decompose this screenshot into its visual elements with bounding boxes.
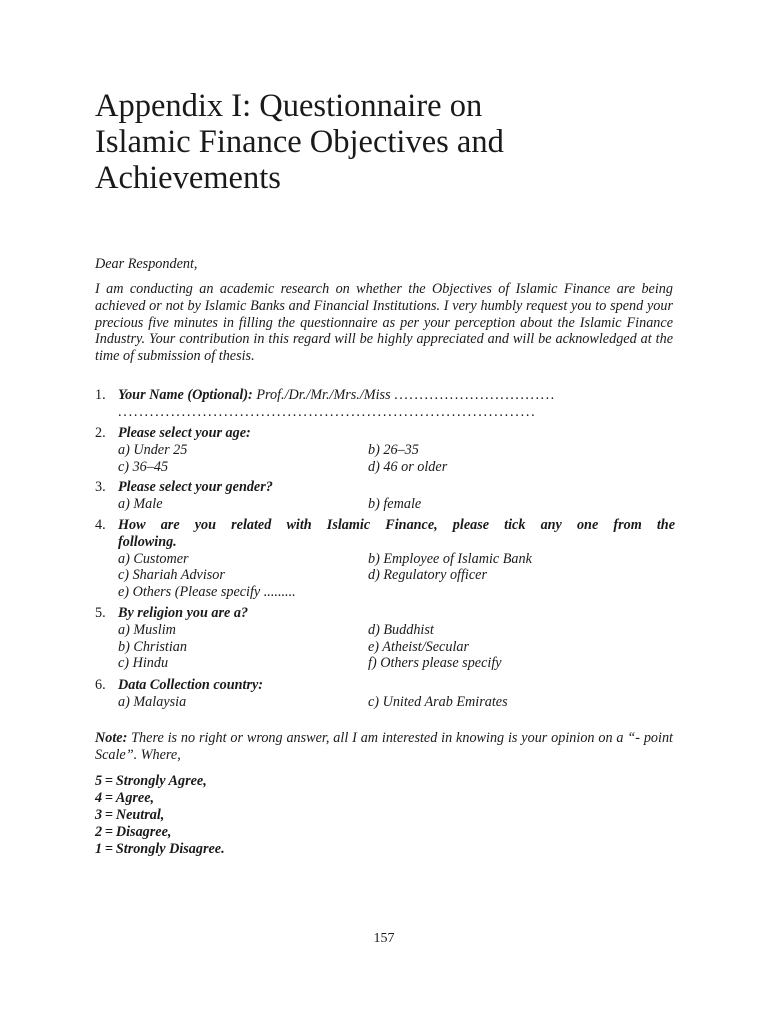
page-number: 157 — [373, 931, 395, 946]
question-title: Please select your age: — [118, 425, 251, 441]
title-line-1: Appendix I: Questionnaire on — [95, 88, 483, 124]
title-line-3: Achievements — [95, 160, 281, 196]
question-title: Please select your gender? — [118, 479, 273, 495]
note-paragraph — [95, 730, 673, 764]
question-5 — [95, 605, 675, 672]
salutation: Dear Respondent, — [95, 256, 198, 272]
question-title: By religion you are a? — [118, 605, 249, 621]
question-number: 4. — [95, 517, 106, 533]
scale-5: 5 = Strongly Agree, — [95, 773, 207, 789]
option-others[interactable]: e) Others (Please specify ......... — [118, 584, 296, 601]
option-christian[interactable]: b) Christian — [118, 638, 187, 655]
question-1 — [95, 387, 675, 421]
option-malaysia[interactable]: a) Malaysia — [118, 693, 187, 710]
scale-4: 4 = Agree, — [95, 790, 155, 806]
question-6 — [95, 677, 675, 711]
page-title — [95, 88, 675, 196]
option-male[interactable]: a) Male — [118, 495, 163, 512]
option-36-45[interactable]: c) 36–45 — [118, 458, 169, 475]
option-under-25[interactable]: a) Under 25 — [118, 441, 188, 458]
option-customer[interactable]: a) Customer — [118, 550, 189, 567]
question-3 — [95, 479, 675, 513]
scale-3: 3 = Neutral, — [95, 807, 165, 823]
question-number: 3. — [95, 479, 106, 495]
intro-paragraph: I am conducting an academic research on whether the Objectives of Islamic Finance are being achieved or not by Islamic Banks and Financial Institutions. I very humbly request you to spend your precious five minutes in filling the questionnaire as per your perception about the Islamic Finance Industry. Your contribution in this regard will be highly appreciated and will be acknowledged at the time of submission of thesis. — [95, 281, 673, 365]
question-title-continued: following. — [118, 533, 177, 550]
option-uae[interactable]: c) United Arab Emirates — [368, 693, 508, 710]
option-46-or-older[interactable]: d) 46 or older — [368, 458, 448, 475]
option-hindu[interactable]: c) Hindu — [118, 655, 169, 672]
question-title: Your Name (Optional): — [118, 387, 253, 403]
option-atheist-secular[interactable]: e) Atheist/Secular — [368, 638, 469, 655]
question-2 — [95, 425, 675, 475]
option-others-specify[interactable]: f) Others please specify — [368, 655, 502, 672]
question-title: How are you related with Islamic Finance, please tick any one from the — [118, 517, 675, 533]
option-female[interactable]: b) female — [368, 495, 422, 512]
option-shariah-advisor[interactable]: c) Shariah Advisor — [118, 567, 225, 584]
likert-scale — [95, 773, 225, 858]
name-field-dots[interactable]: ................................ — [394, 387, 556, 403]
question-number: 6. — [95, 677, 106, 693]
option-muslim[interactable]: a) Muslim — [118, 621, 176, 638]
option-employee-islamic-bank[interactable]: b) Employee of Islamic Bank — [368, 550, 532, 567]
question-title: Data Collection country: — [118, 677, 264, 693]
question-number: 5. — [95, 605, 106, 621]
question-number: 1. — [95, 387, 106, 403]
question-4 — [95, 517, 675, 601]
note-text: There is no right or wrong answer, all I am interested in knowing is your opinion on a “- point Scale”. Where, — [95, 730, 673, 763]
name-prompt: Prof./Dr./Mr./Mrs./Miss — [256, 387, 391, 403]
option-26-35[interactable]: b) 26–35 — [368, 441, 419, 458]
question-number: 2. — [95, 425, 106, 441]
option-regulatory-officer[interactable]: d) Regulatory officer — [368, 567, 487, 584]
name-field-dots-line-2[interactable]: ............................................................................... — [118, 403, 537, 420]
title-line-2: Islamic Finance Objectives and — [95, 124, 504, 160]
scale-1: 1 = Strongly Disagree. — [95, 841, 225, 857]
scale-2: 2 = Disagree, — [95, 824, 172, 840]
note-label: Note: — [95, 730, 128, 746]
option-buddhist[interactable]: d) Buddhist — [368, 621, 434, 638]
